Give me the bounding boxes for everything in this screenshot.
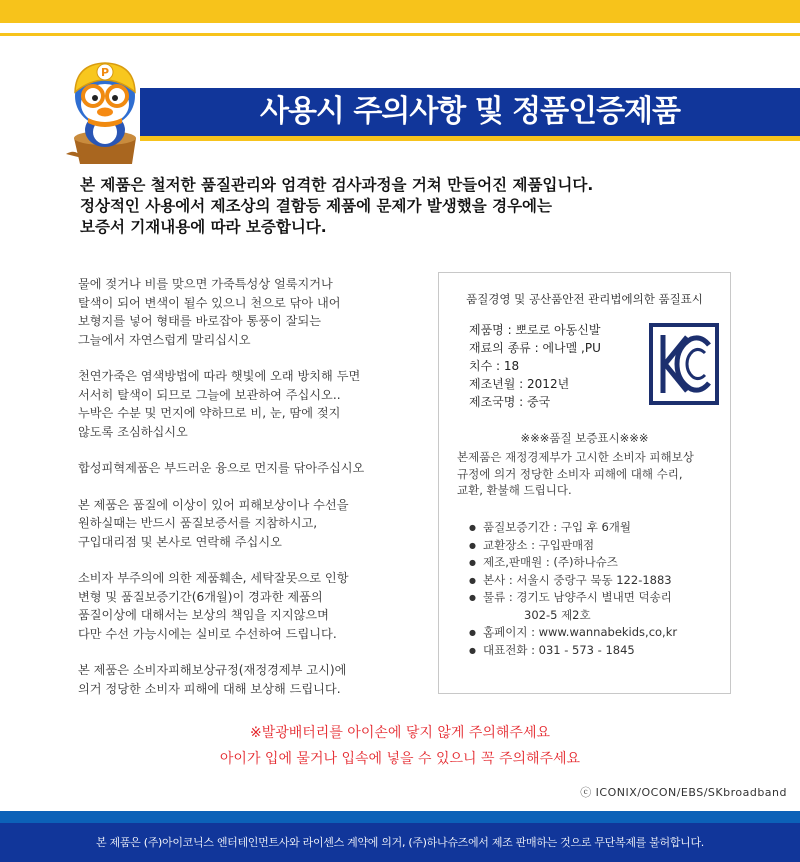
care-paragraph-water [78,275,423,349]
care-line: 변형 및 품질보증기간(6개월)이 경과한 제품의 [78,589,323,604]
care-paragraph-compensation [78,661,423,698]
quality-label-title: 품질경영 및 공산품안전 관리법에의한 품질표시 [466,292,703,306]
care-line: 의거 정당한 소비자 피해에 대해 보상해 드립니다. [78,681,341,696]
warranty-line: 규정에 의거 정당한 소비자 피해에 대해 수리, [457,466,683,481]
intro-notice [80,175,720,238]
list-item-manufacturer: ● 제조,판매원 : (주)하나슈즈 [469,554,677,572]
care-line: 보형지를 넣어 형태를 바로잡아 통풍이 잘되는 [78,314,322,328]
product-specs [469,321,601,411]
logistics-continuation: 302-5 제2호 [524,607,591,622]
care-line: 본 제품은 소비자피해보상규정(재정경제부 고시)에 [78,663,347,677]
care-line: 탈색이 되어 변색이 될수 있으니 천으로 닦아 내어 [78,295,341,310]
list-item-phone: ● 대표전화 : 031 - 573 - 1845 [469,642,677,660]
warranty-title: ※※※품질 보증표시※※※ [520,431,649,445]
intro-line: 본 제품은 철저한 품질관리와 엄격한 검사과정을 거쳐 만들어진 제품입니다. [80,176,594,194]
list-item-logistics [469,589,677,624]
warning-choking: 아이가 입에 물거나 입속에 넣을 수 있으니 꼭 주의해주세요 [219,751,581,767]
list-item-warranty-period: ● 품질보증기간 : 구입 후 6개월 [469,519,677,537]
care-line: 품질이상에 대해서는 보상의 책임을 지지않으며 [78,608,329,622]
top-yellow-band [0,0,800,23]
kc-mark-icon [649,323,719,405]
care-line: 원하실때는 반드시 품질보증서를 지참하시고, [78,516,318,530]
warranty-text [457,449,722,499]
warranty-line: 본제품은 재정경제부가 고시한 소비자 피해보상 [457,450,694,464]
warranty-line: 교환, 환불해 드립니다. [457,483,572,497]
intro-line: 보증서 기재내용에 따라 보증합니다. [80,218,327,236]
care-paragraph-synthetic [78,459,423,478]
intro-line: 정상적인 사용에서 제조상의 결함등 제품에 문제가 발생했을 경우에는 [80,197,552,215]
care-line: 구입대리점 및 본사로 연락해 주십시오 [78,534,282,549]
footer-strip [0,811,800,823]
spec-manufacture-date: 제조년월 : 2012년 [469,377,570,391]
care-line: 다만 수선 가능시에는 실비로 수선하여 드립니다. [78,626,337,641]
care-line: 서서히 탈색이 되므로 그늘에 보관하여 주십시오.. [78,387,341,402]
care-line: 천연가죽은 염색방법에 따라 햇빛에 오래 방치해 두면 [78,369,361,383]
spec-material: 재료의 종류 : 에나멜 ,PU [469,341,601,355]
spec-country: 제조국명 : 중국 [469,395,551,409]
quality-label-box [438,272,731,694]
care-line: 않도록 조심하십시오 [78,424,188,439]
care-line: 소비자 부주의에 의한 제품훼손, 세탁잘못으로 인항 [78,571,349,585]
footer-license-text: 본 제품은 (주)아이코닉스 엔터테인먼트사와 라이센스 계약에 의거, (주)하나슈즈에서 제조 판매하는 것으로 무단복제를 불허합니다. [96,836,704,849]
list-item-exchange-place: ● 교환장소 : 구입판매점 [469,537,677,555]
spec-size: 치수 : 18 [469,359,520,373]
care-line: 합성피혁제품은 부드러운 융으로 먼지를 닦아주십시오 [78,461,365,475]
copyright-notice: ⓒ ICONIX/OCON/EBS/SKbroadband [580,786,787,799]
care-line: 본 제품은 품질에 이상이 있어 피해보상이나 수선을 [78,497,349,512]
top-yellow-line [0,33,800,36]
list-item-head-office: ● 본사 : 서울시 중랑구 묵동 122-1883 [469,572,677,590]
list-item-homepage: ● 홈페이지 : www.wannabekids,co,kr [469,624,677,642]
care-paragraph-liability [78,569,423,643]
care-line: 누박은 수분 및 먼지에 약하므로 비, 눈, 땀에 젖지 [78,406,341,420]
logistics-line: 물류 : 경기도 남양주시 별내면 덕송리 [483,590,672,604]
warranty-info-list [469,519,677,659]
care-line: 그늘에서 자연스럽게 말리십시오 [78,332,251,347]
care-paragraph-repair [78,496,423,552]
svg-text:P: P [100,66,110,79]
spec-product-name: 제품명 : 뽀로로 아동신발 [469,323,601,337]
care-paragraph-leather [78,367,423,441]
care-instructions [78,275,423,716]
title-banner-stripe [140,136,800,141]
pororo-mascot-icon [62,58,148,164]
care-line: 물에 젖거나 비를 맞으면 가죽특성상 얼룩지거나 [78,277,333,291]
page-title: 사용시 주의사항 및 정품인증제품 [259,94,681,129]
warning-battery: ※발광배터리를 아이손에 닿지 않게 주의해주세요 [249,725,550,741]
